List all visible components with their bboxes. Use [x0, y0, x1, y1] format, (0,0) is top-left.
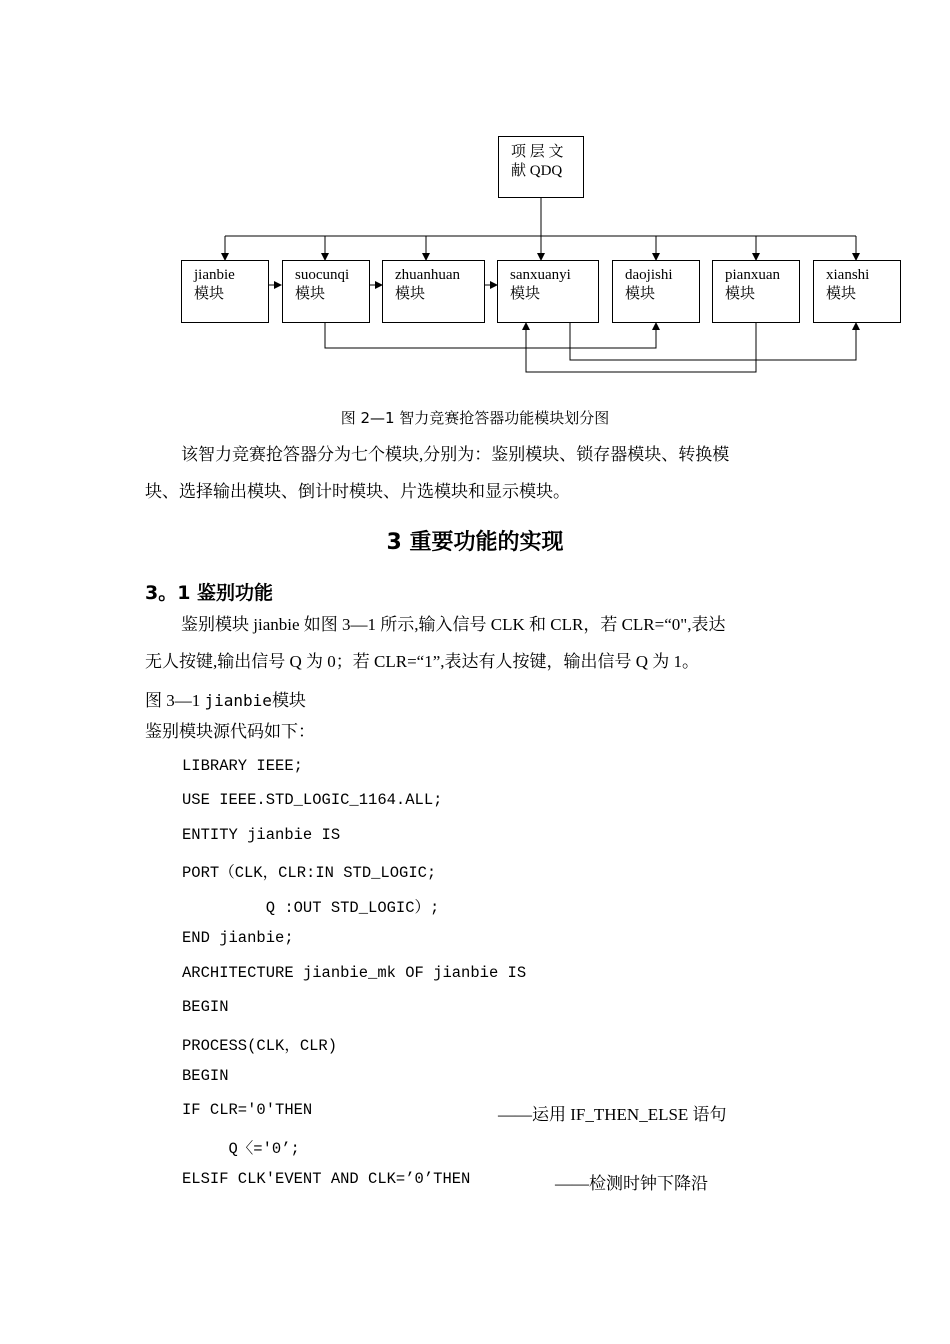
top-level-box	[498, 136, 584, 198]
module-suffix: 模块	[625, 286, 656, 302]
module-suffix: 模块	[826, 286, 857, 302]
module-box-sanxuanyi	[497, 260, 599, 323]
module-box-zhuanhuan	[382, 260, 485, 323]
code-line: PROCESS(CLK，CLR)	[182, 1037, 338, 1055]
top-box-line1: 项 层 文	[511, 144, 564, 160]
intro-line-1: 该智力竞赛抢答器分为七个模块,分别为：鉴别模块、锁存器模块、转换模	[181, 445, 730, 464]
loop-suocunqi-daojishi	[325, 323, 656, 348]
para-line-1: 鉴别模块 jianbie 如图 3—1 所示,输入信号 CLK 和 CLR，若 CLR=“0",表达	[181, 615, 726, 634]
code-line: ELSIF CLK'EVENT AND CLK=’0’THEN	[182, 1170, 471, 1188]
module-suffix: 模块	[510, 286, 541, 302]
code-line: BEGIN	[182, 998, 229, 1016]
code-line: ENTITY jianbie IS	[182, 826, 341, 844]
module-box-jianbie	[181, 260, 269, 323]
code-line: BEGIN	[182, 1067, 229, 1085]
module-box-pianxuan	[712, 260, 800, 323]
module-suffix: 模块	[295, 286, 326, 302]
code-line: ARCHITECTURE jianbie_mk OF jianbie IS	[182, 964, 527, 982]
code-comment-if-then-else: ——运用 IF_THEN_ELSE 语句	[498, 1105, 727, 1124]
code-line: Q :OUT STD_LOGIC）;	[182, 899, 440, 917]
figure-caption: 图 2—1 智力竞赛抢答器功能模块划分图	[340, 409, 610, 427]
figure-label	[145, 686, 306, 711]
code-line: Q〈='0’;	[182, 1140, 300, 1158]
source-intro: 鉴别模块源代码如下：	[145, 722, 315, 741]
code-line: END jianbie;	[182, 929, 294, 947]
code-line: USE IEEE.STD_LOGIC_1164.ALL;	[182, 791, 443, 809]
figure-label-prefix: 图 3—1	[145, 691, 205, 710]
module-suffix: 模块	[725, 286, 756, 302]
top-box-line2: 献 QDQ	[511, 163, 563, 179]
diagram-connectors	[0, 0, 950, 390]
module-name: jianbie	[194, 267, 235, 283]
figure-label-suffix: 模块	[271, 691, 306, 710]
para-line-2: 无人按键,输出信号 Q 为 0；若 CLR=“1”,表达有人按键，输出信号 Q 为 1。	[145, 652, 700, 671]
module-name: xianshi	[826, 267, 870, 283]
module-suffix: 模块	[194, 286, 225, 302]
code-line: IF CLR='0'THEN	[182, 1101, 313, 1119]
module-diagram	[0, 0, 950, 390]
module-box-xianshi	[813, 260, 901, 323]
code-line: PORT（CLK，CLR:IN STD_LOGIC;	[182, 864, 437, 882]
subsection-heading: 3。1 鉴别功能	[145, 582, 274, 604]
section-heading: 3 重要功能的实现	[386, 530, 564, 555]
module-name: daojishi	[625, 267, 673, 283]
module-suffix: 模块	[395, 286, 426, 302]
module-name: sanxuanyi	[510, 267, 571, 283]
module-name: suocunqi	[295, 267, 350, 283]
intro-line-2: 块、选择输出模块、倒计时模块、片选模块和显示模块。	[145, 482, 570, 501]
module-name: zhuanhuan	[395, 267, 460, 283]
code-line: LIBRARY IEEE;	[182, 757, 303, 775]
code-comment-falling-edge: ——检测时钟下降沿	[555, 1174, 708, 1193]
module-name: pianxuan	[725, 267, 780, 283]
loop-sanxuanyi-xianshi	[570, 323, 856, 360]
module-box-daojishi	[612, 260, 700, 323]
module-box-suocunqi	[282, 260, 370, 323]
figure-label-code: jianbie	[204, 691, 272, 710]
